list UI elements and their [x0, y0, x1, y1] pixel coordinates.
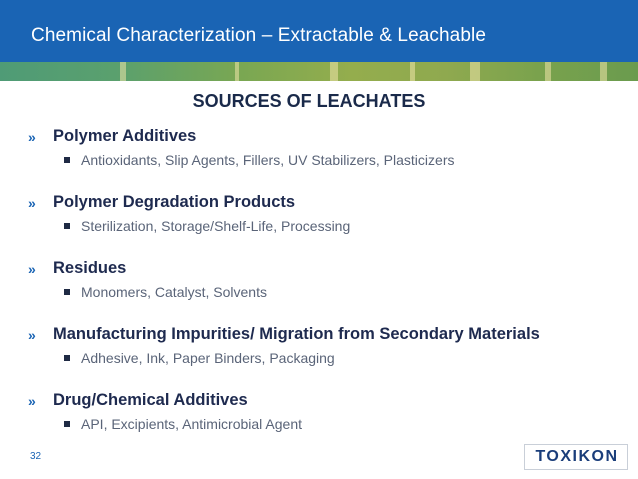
section-heading: [0, 91, 638, 112]
title-bar: [0, 0, 638, 62]
chevron-bullet-icon: »: [28, 393, 36, 409]
list-item-title: Drug/Chemical Additives: [53, 391, 248, 409]
list-item-title: Polymer Additives: [53, 127, 197, 145]
list-item-detail: Antioxidants, Slip Agents, Fillers, UV Stabilizers, Plasticizers: [81, 152, 455, 168]
slide-title: Chemical Characterization – Extractable & Leachable: [31, 25, 487, 46]
decorative-banner-stripe: [0, 62, 638, 81]
list-item-detail: Adhesive, Ink, Paper Binders, Packaging: [81, 350, 335, 366]
chevron-bullet-icon: »: [28, 261, 36, 277]
square-bullet-icon: [64, 355, 70, 361]
chevron-bullet-icon: »: [28, 129, 36, 145]
list-item-detail: Monomers, Catalyst, Solvents: [81, 284, 267, 300]
slide-number: 32: [30, 451, 42, 462]
chevron-bullet-icon: »: [28, 327, 36, 343]
company-logo: [524, 444, 628, 470]
square-bullet-icon: [64, 289, 70, 295]
square-bullet-icon: [64, 223, 70, 229]
list-item-detail: Sterilization, Storage/Shelf-Life, Processing: [81, 218, 351, 234]
list-item-title: Residues: [53, 259, 127, 277]
square-bullet-icon: [64, 157, 70, 163]
chevron-bullet-icon: »: [28, 195, 36, 211]
list-item-detail: API, Excipients, Antimicrobial Agent: [81, 416, 302, 432]
list-item-title: Polymer Degradation Products: [53, 193, 296, 211]
company-logo-text: TOXIKON: [535, 448, 619, 465]
square-bullet-icon: [64, 421, 70, 427]
list-item-title: Manufacturing Impurities/ Migration from Secondary Materials: [53, 325, 540, 343]
section-heading-text: SOURCES OF LEACHATES: [192, 91, 426, 111]
